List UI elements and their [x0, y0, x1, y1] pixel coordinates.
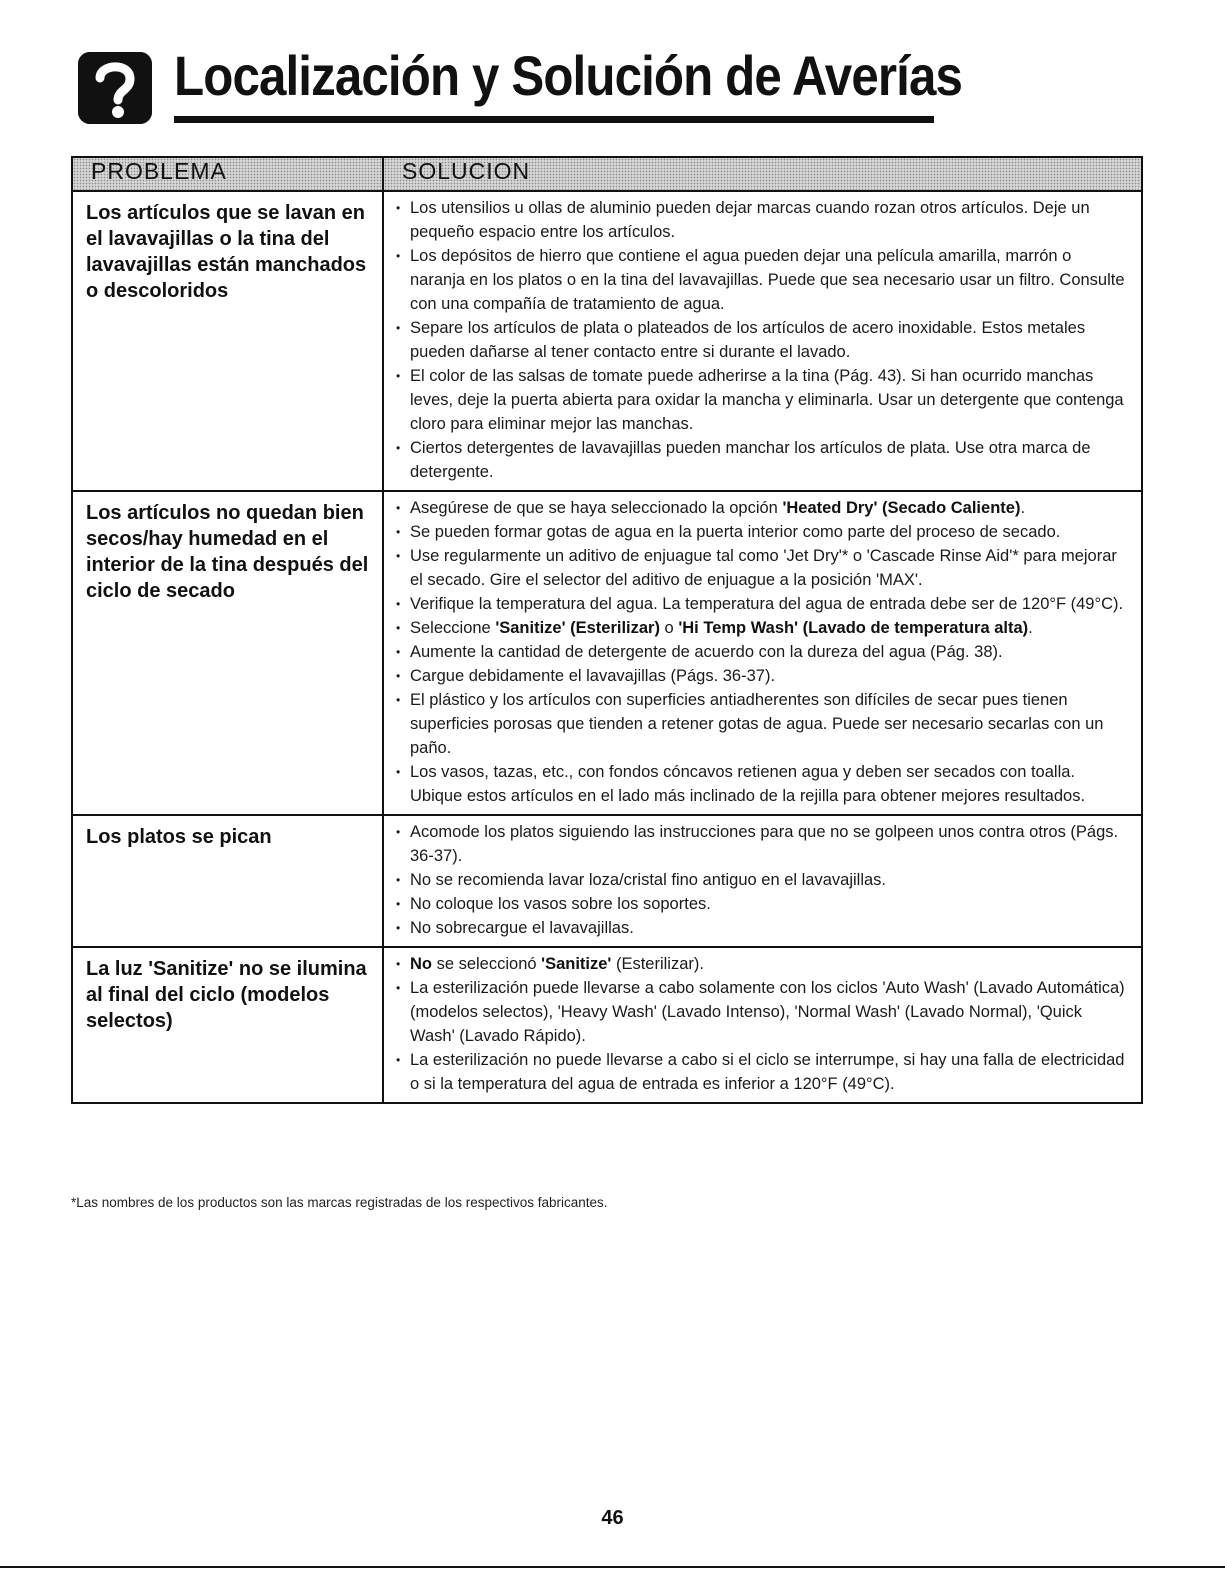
solution-text: Los utensilios u ollas de aluminio pueden dejar marcas cuando rozan otros artículos. Deje un pequeño espacio entre los artículos.: [410, 199, 1090, 241]
solution-item: [394, 760, 1129, 808]
solution-cell: [383, 191, 1142, 491]
solution-emphasis: No: [410, 955, 432, 973]
solution-item: [394, 1048, 1129, 1096]
title-underline: [174, 116, 934, 123]
solution-text: No se recomienda lavar loza/cristal fino antiguo en el lavavajillas.: [410, 871, 886, 889]
solution-text: El color de las salsas de tomate puede adherirse a la tina (Pág. 43). Si han ocurrido manchas leves, deje la puerta abierta para oxidar la mancha y eliminarla. Usar un detergente que contenga cloro para eliminar mejor las manchas.: [410, 367, 1124, 433]
solution-text: .: [1020, 499, 1026, 517]
solution-item: [394, 952, 1129, 976]
solution-item: [394, 688, 1129, 760]
solution-text: Verifique la temperatura del agua. La temperatura del agua de entrada debe ser de 120°F (49°C).: [410, 595, 1124, 613]
solution-text: Ciertos detergentes de lavavajillas pueden manchar los artículos de plata. Use otra marca de detergente.: [410, 439, 1091, 481]
solution-cell: [383, 947, 1142, 1103]
solution-text: Cargue debidamente el lavavajillas (Págs. 36-37).: [410, 667, 776, 685]
problem-cell: Los platos se pican: [72, 815, 383, 947]
table-row: [72, 491, 1142, 815]
solution-emphasis: 'Heated Dry' (Secado Caliente): [782, 499, 1021, 517]
solution-item: [394, 892, 1129, 916]
solution-text: Separe los artículos de plata o plateados de los artículos de acero inoxidable. Estos metales pueden dañarse al tener contacto entre si durante el lavado.: [410, 319, 1086, 361]
solution-text: Se pueden formar gotas de agua en la puerta interior como parte del proceso de secado.: [410, 523, 1061, 541]
solution-text: Seleccione: [410, 619, 496, 637]
solution-text: o: [659, 619, 679, 637]
table-row: [72, 947, 1142, 1103]
solution-text: No coloque los vasos sobre los soportes.: [410, 895, 711, 913]
solution-text: El plástico y los artículos con superficies antiadherentes son difíciles de secar pues tienen superficies porosas que tienden a retener gotas de agua. Puede ser necesario secarlas con un paño.: [410, 691, 1104, 757]
solution-item: [394, 244, 1129, 316]
solution-item: [394, 820, 1129, 868]
solution-text: Los vasos, tazas, etc., con fondos cóncavos retienen agua y deben ser secados con toalla. Ubique estos artículos en el lado más inclinado de la rejilla para obtener mejores resultados.: [410, 763, 1086, 805]
problem-cell: Los artículos que se lavan en el lavavajillas o la tina del lavavajillas están manchados o descoloridos: [72, 191, 383, 491]
solution-text: La esterilización puede llevarse a cabo solamente con los ciclos 'Auto Wash' (Lavado Automática) (modelos selectos), 'Heavy Wash' (Lavado Intenso), 'Normal Wash' (Lavado Normal), 'Quick Wash' (Lavado Rápido).: [410, 979, 1125, 1045]
solution-text: Use regularmente un aditivo de enjuague tal como 'Jet Dry'* o 'Cascade Rinse Aid'* para mejorar el secado. Gire el selector del aditivo de enjuague a la posición 'MAX'.: [410, 547, 1117, 589]
table-header-row: [72, 157, 1142, 191]
solution-item: [394, 592, 1129, 616]
table-row: [72, 815, 1142, 947]
solution-item: [394, 616, 1129, 640]
solution-text: Aumente la cantidad de detergente de acuerdo con la dureza del agua (Pág. 38).: [410, 643, 1003, 661]
solution-item: [394, 436, 1129, 484]
solution-item: [394, 496, 1129, 520]
solution-text: No sobrecargue el lavavajillas.: [410, 919, 634, 937]
question-mark-icon: [78, 52, 152, 124]
page-title: Localización y Solución de Averías: [174, 44, 963, 107]
column-header-problem: PROBLEMA: [72, 157, 383, 191]
solution-item: [394, 640, 1129, 664]
solution-item: [394, 364, 1129, 436]
table-row: [72, 191, 1142, 491]
solution-text: Los depósitos de hierro que contiene el agua pueden dejar una película amarilla, marrón o naranja en los platos o en la tina del lavavajillas. Puede que sea necesario usar un filtro. Consulte con una compañía de tratamiento de agua.: [410, 247, 1125, 313]
solution-item: [394, 976, 1129, 1048]
solution-text: .: [1028, 619, 1033, 637]
solution-item: [394, 520, 1129, 544]
bottom-rule: [0, 1566, 1225, 1568]
page-number: 46: [601, 1507, 624, 1529]
solution-emphasis: 'Sanitize': [541, 955, 612, 973]
column-header-solution: SOLUCION: [383, 157, 1142, 191]
solution-text: se seleccionó: [432, 955, 542, 973]
solution-emphasis: 'Sanitize' (Esterilizar): [495, 619, 660, 637]
footnote: *Las nombres de los productos son las marcas registradas de los respectivos fabricantes.: [71, 1195, 608, 1210]
solution-text: La esterilización no puede llevarse a cabo si el ciclo se interrumpe, si hay una falla de electricidad o si la temperatura del agua de entrada es inferior a 120°F (49°C).: [410, 1051, 1125, 1093]
solution-item: [394, 868, 1129, 892]
problem-cell: Los artículos no quedan bien secos/hay humedad en el interior de la tina después del ciclo de secado: [72, 491, 383, 815]
page-header: [78, 40, 963, 130]
solution-text: (Esterilizar).: [611, 955, 704, 973]
solution-list: [394, 820, 1129, 940]
solution-emphasis: 'Hi Temp Wash' (Lavado de temperatura alta): [678, 619, 1029, 637]
solution-item: [394, 544, 1129, 592]
solution-text: Acomode los platos siguiendo las instrucciones para que no se golpeen unos contra otros (Págs. 36-37).: [410, 823, 1119, 865]
solution-text: Asegúrese de que se haya seleccionado la opción: [410, 499, 783, 517]
solution-list: [394, 952, 1129, 1096]
solution-item: [394, 196, 1129, 244]
solution-cell: [383, 815, 1142, 947]
table-body: [72, 191, 1142, 1103]
solution-item: [394, 664, 1129, 688]
solution-cell: [383, 491, 1142, 815]
solution-item: [394, 916, 1129, 940]
problem-cell: La luz 'Sanitize' no se ilumina al final del ciclo (modelos selectos): [72, 947, 383, 1103]
troubleshooting-table: [71, 156, 1143, 1104]
solution-item: [394, 316, 1129, 364]
solution-list: [394, 196, 1129, 484]
solution-list: [394, 496, 1129, 808]
